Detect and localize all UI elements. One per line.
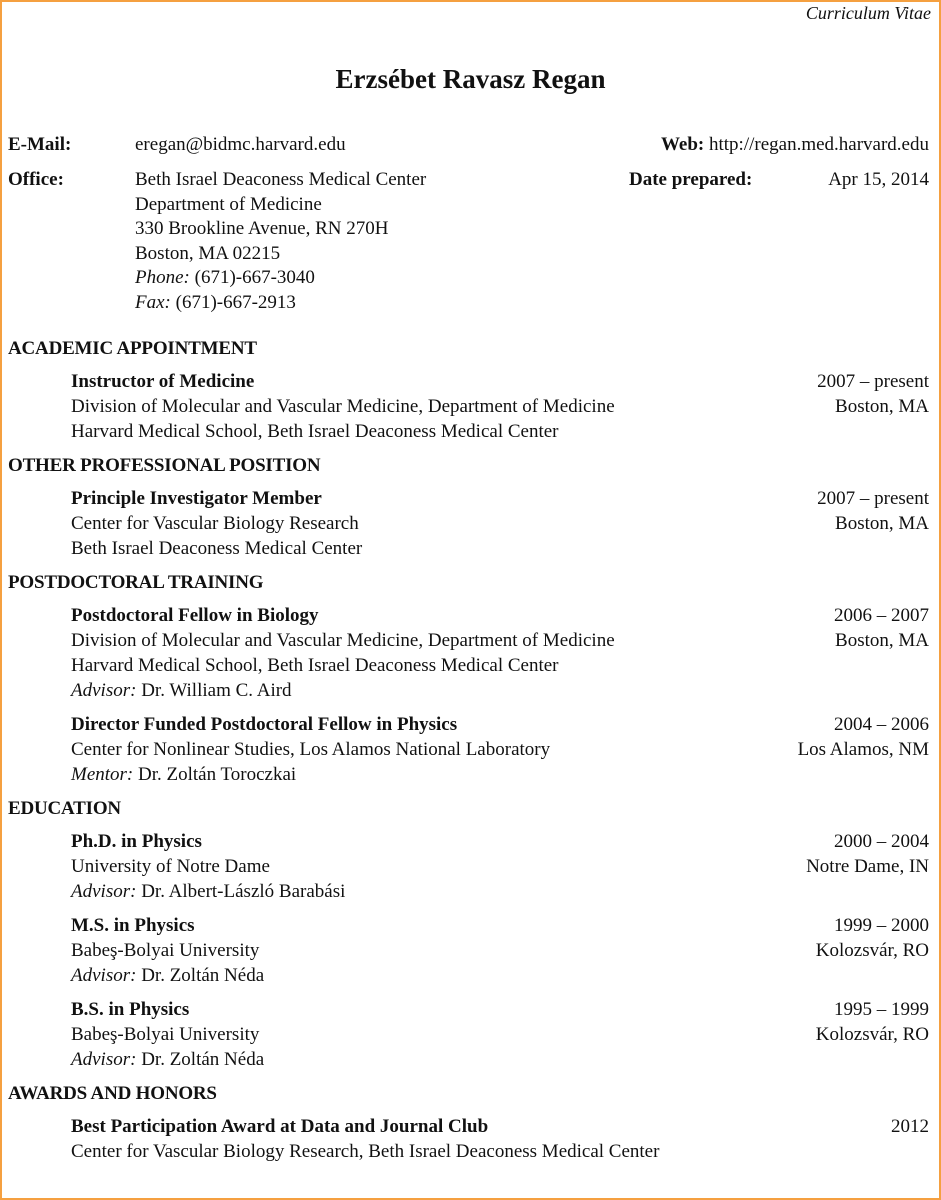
entry-line: University of Notre Dame xyxy=(71,856,270,877)
entry-meta xyxy=(816,913,929,963)
entry-location: Boston, MA xyxy=(835,513,929,534)
entry-advisor xyxy=(71,1047,929,1072)
entry-meta xyxy=(834,603,929,653)
entry-dates: 2007 – present xyxy=(817,371,929,392)
fax-label: Fax: xyxy=(135,291,171,313)
advisor-label: Advisor: xyxy=(71,1049,137,1070)
advisor-name: Dr. Albert-László Barabási xyxy=(141,881,346,902)
entry-line: Harvard Medical School, Beth Israel Deaconess Medical Center xyxy=(71,421,559,442)
entry-dates: 1995 – 1999 xyxy=(834,999,929,1020)
cv-entry xyxy=(71,603,929,703)
cv-entry xyxy=(71,829,929,904)
cv-entry xyxy=(71,712,929,787)
section-title: ACADEMIC APPOINTMENT xyxy=(8,338,257,359)
entry-dates: 2004 – 2006 xyxy=(834,714,929,735)
entry-meta xyxy=(817,486,929,536)
entry-line: Division of Molecular and Vascular Medicine, Department of Medicine xyxy=(71,396,615,417)
section-title: POSTDOCTORAL TRAINING xyxy=(8,572,264,593)
advisor-label: Advisor: xyxy=(71,881,137,902)
entry-title: Postdoctoral Fellow in Biology xyxy=(71,605,319,626)
phone-number: (671)-667-3040 xyxy=(194,267,315,289)
advisor-label: Advisor: xyxy=(71,680,137,701)
entry-dates: 2000 – 2004 xyxy=(834,831,929,852)
entry-title: Principle Investigator Member xyxy=(71,488,322,509)
office-label: Office: xyxy=(8,169,64,190)
cv-section xyxy=(8,336,929,444)
entry-line: Division of Molecular and Vascular Medicine, Department of Medicine xyxy=(71,630,615,651)
cv-entry xyxy=(71,369,929,444)
entry-title: Best Participation Award at Data and Journal Club xyxy=(71,1116,489,1137)
email-label: E-Mail: xyxy=(8,134,72,155)
fax-line xyxy=(135,291,426,316)
entry-title: B.S. in Physics xyxy=(71,999,190,1020)
cv-entry xyxy=(71,486,929,561)
entry-location: Notre Dame, IN xyxy=(806,856,929,877)
entry-location: Boston, MA xyxy=(835,630,929,651)
entry-title: Instructor of Medicine xyxy=(71,371,255,392)
entry-advisor xyxy=(71,963,929,988)
entry-line: Center for Nonlinear Studies, Los Alamos National Laboratory xyxy=(71,739,551,760)
entry-line: Harvard Medical School, Beth Israel Deaconess Medical Center xyxy=(71,655,559,676)
cv-entry xyxy=(71,1114,929,1164)
entry-location: Boston, MA xyxy=(835,396,929,417)
cv-name: Erzsébet Ravasz Regan xyxy=(335,64,606,94)
entry-title: M.S. in Physics xyxy=(71,915,195,936)
entry-line: Center for Vascular Biology Research, Beth Israel Deaconess Medical Center xyxy=(71,1141,660,1162)
cv-entry xyxy=(71,913,929,988)
entry-location: Los Alamos, NM xyxy=(797,739,929,760)
cv-section xyxy=(8,453,929,561)
entry-dates: 1999 – 2000 xyxy=(834,915,929,936)
cv-section xyxy=(8,796,929,1072)
entry-meta xyxy=(806,829,929,879)
section-title: EDUCATION xyxy=(8,798,121,819)
entry-advisor xyxy=(71,678,929,703)
advisor-name: Dr. Zoltán Néda xyxy=(141,965,265,986)
advisor-name: Dr. William C. Aird xyxy=(141,680,292,701)
section-title: OTHER PROFESSIONAL POSITION xyxy=(8,455,321,476)
entry-line: Beth Israel Deaconess Medical Center xyxy=(71,538,363,559)
entry-line: Babeş-Bolyai University xyxy=(71,940,260,961)
advisor-label: Mentor: xyxy=(71,764,134,785)
entry-location: Kolozsvár, RO xyxy=(815,940,929,961)
entry-advisor xyxy=(71,879,929,904)
entry-title: Ph.D. in Physics xyxy=(71,831,202,852)
contact-block xyxy=(8,133,929,323)
phone-label: Phone: xyxy=(135,267,190,289)
entry-line: Babeş-Bolyai University xyxy=(71,1024,260,1045)
entry-meta xyxy=(891,1114,929,1139)
entry-title: Director Funded Postdoctoral Fellow in Physics xyxy=(71,714,458,735)
web-url[interactable]: http://regan.med.harvard.edu xyxy=(708,134,929,155)
date-prepared: Apr 15, 2014 xyxy=(828,169,929,190)
office-address xyxy=(135,168,426,316)
entry-meta xyxy=(817,369,929,419)
office-line: Department of Medicine xyxy=(135,193,322,215)
office-line: Boston, MA 02215 xyxy=(135,242,281,264)
entry-dates: 2006 – 2007 xyxy=(834,605,929,626)
email-address[interactable]: eregan@bidmc.harvard.edu xyxy=(135,134,346,155)
fax-number: (671)-667-2913 xyxy=(175,291,296,313)
cv-entry xyxy=(71,997,929,1072)
advisor-name: Dr. Zoltán Néda xyxy=(141,1049,265,1070)
web-label: Web: xyxy=(660,134,705,155)
advisor-label: Advisor: xyxy=(71,965,137,986)
section-title: AWARDS AND HONORS xyxy=(8,1083,217,1104)
entry-meta xyxy=(798,712,929,762)
entry-location: Kolozsvár, RO xyxy=(815,1024,929,1045)
running-head: Curriculum Vitae xyxy=(805,3,931,23)
entry-line: Center for Vascular Biology Research xyxy=(71,513,359,534)
date-prepared-label: Date prepared: xyxy=(629,169,753,190)
office-line: Beth Israel Deaconess Medical Center xyxy=(135,169,427,190)
phone-line xyxy=(135,266,426,291)
office-line: 330 Brookline Avenue, RN 270H xyxy=(135,218,389,240)
cv-sections xyxy=(8,336,929,1173)
cv-section xyxy=(8,570,929,787)
advisor-name: Dr. Zoltán Toroczkai xyxy=(138,764,297,785)
entry-dates: 2012 xyxy=(891,1116,929,1137)
entry-meta xyxy=(816,997,929,1047)
entry-advisor xyxy=(71,762,929,787)
web-field xyxy=(661,133,929,158)
cv-section xyxy=(8,1081,929,1164)
entry-dates: 2007 – present xyxy=(817,488,929,509)
